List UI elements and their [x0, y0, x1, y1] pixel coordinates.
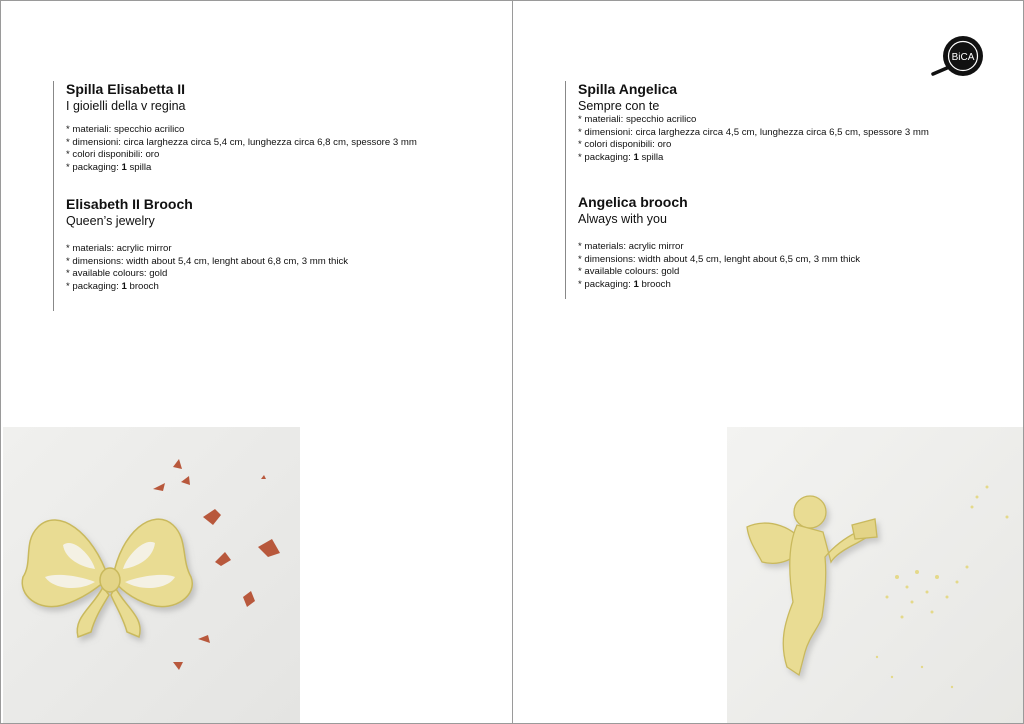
detail-value: circa larghezza circa 5,4 cm, lunghezza circa 6,8 cm, spessore 3 mm [123, 136, 417, 148]
angel-brooch [747, 496, 877, 675]
detail-quantity: 1 [121, 280, 127, 292]
bica-logo-text: BiCA [951, 52, 975, 63]
bow-brooch-illustration [3, 427, 300, 723]
detail-label: * materials: [578, 241, 629, 252]
detail-quantity: 1 [121, 161, 127, 173]
detail-line [578, 127, 929, 140]
detail-line [578, 139, 929, 152]
detail-label: * available colours: [578, 266, 662, 277]
left-it-subtitle: I gioielli della v regina [66, 99, 186, 113]
glitter [876, 486, 1009, 689]
bow-brooch-photo [3, 427, 300, 723]
left-it-title: Spilla Elisabetta II [66, 81, 186, 97]
detail-value: specchio acrilico [113, 124, 185, 135]
angel-brooch-photo [727, 427, 1023, 723]
detail-value: brooch [126, 280, 159, 292]
detail-line [66, 281, 417, 294]
detail-label: * dimensioni: [578, 126, 636, 138]
right-text-block [565, 81, 929, 299]
detail-value: circa larghezza circa 4,5 cm, lunghezza circa 6,5 cm, spessore 3 mm [635, 126, 929, 138]
detail-value: brooch [638, 278, 671, 290]
detail-value: acrylic mirror [628, 241, 684, 252]
right-en-details [578, 241, 929, 291]
detail-label: * packaging: [578, 151, 634, 163]
detail-line [66, 268, 417, 281]
detail-label: * dimensions: [66, 255, 127, 267]
right-en-title: Angelica brooch [578, 194, 688, 210]
left-it-details [66, 124, 417, 174]
detail-line [578, 114, 929, 127]
detail-value: oro [145, 149, 160, 160]
detail-value: acrylic mirror [116, 243, 172, 254]
right-en-subtitle: Always with you [578, 212, 667, 226]
detail-value: width about 4,5 cm, lenght about 6,5 cm, 3 mm thick [638, 253, 861, 265]
detail-label: * packaging: [66, 280, 122, 292]
detail-line [578, 254, 929, 267]
detail-value: specchio acrilico [625, 114, 697, 125]
detail-line [578, 266, 929, 279]
right-it-subtitle: Sempre con te [578, 99, 660, 113]
right-it-details [578, 114, 929, 164]
detail-value: spilla [638, 151, 664, 163]
detail-value: oro [657, 139, 672, 150]
right-page [512, 0, 1024, 724]
detail-line [578, 152, 929, 165]
left-en-details [66, 243, 417, 293]
detail-value: gold [149, 268, 168, 279]
detail-value: gold [661, 266, 680, 277]
bow-brooch [22, 519, 192, 637]
left-en-title: Elisabeth II Brooch [66, 196, 193, 212]
detail-value: spilla [126, 161, 152, 173]
detail-value: width about 5,4 cm, lenght about 6,8 cm, 3 mm thick [126, 255, 349, 267]
detail-quantity: 1 [633, 151, 639, 163]
detail-label: * dimensioni: [66, 136, 124, 148]
detail-line [66, 256, 417, 269]
left-text-block [53, 81, 417, 311]
detail-line [578, 279, 929, 292]
detail-label: * colori disponibili: [66, 149, 146, 160]
detail-line [66, 124, 417, 137]
right-it-title: Spilla Angelica [578, 81, 678, 97]
detail-line [66, 137, 417, 150]
detail-quantity: 1 [633, 278, 639, 290]
detail-line [66, 149, 417, 162]
left-en-subtitle: Queen’s jewelry [66, 214, 155, 228]
angel-brooch-illustration [727, 427, 1023, 723]
detail-label: * dimensions: [578, 253, 639, 265]
detail-label: * available colours: [66, 268, 150, 279]
detail-label: * colori disponibili: [578, 139, 658, 150]
detail-line [66, 243, 417, 256]
detail-label: * materials: [66, 243, 117, 254]
detail-label: * packaging: [66, 161, 122, 173]
detail-line [66, 162, 417, 175]
detail-label: * materiali: [66, 124, 114, 135]
detail-label: * packaging: [578, 278, 634, 290]
detail-line [578, 241, 929, 254]
bica-logo [929, 34, 985, 78]
detail-label: * materiali: [578, 114, 626, 125]
